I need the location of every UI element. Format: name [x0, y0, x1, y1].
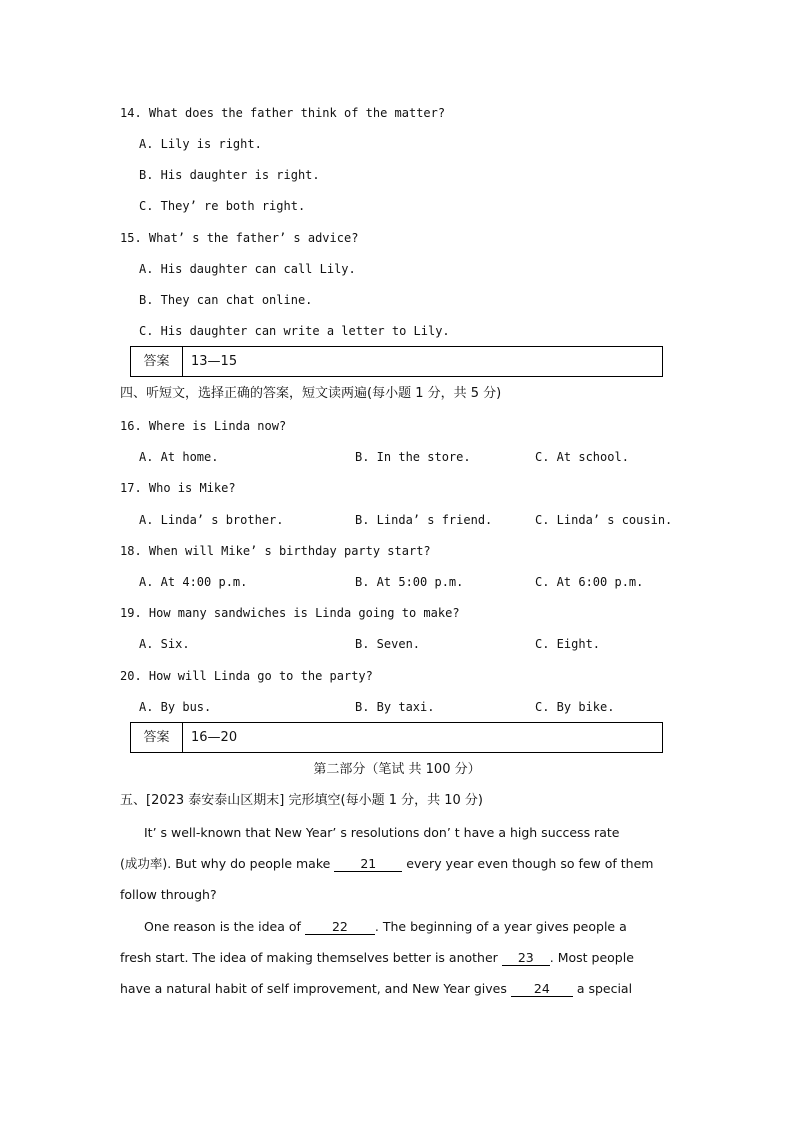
q20-option-b: B. By taxi. [355, 700, 435, 714]
answer-range: 16—20 [191, 730, 238, 745]
section-4-heading: 四、听短文，选择正确的答案，短文读两遍(每小题 1 分，共 5 分) [120, 386, 502, 401]
question-19: 19. How many sandwiches is Linda going to make? [120, 606, 460, 620]
passage-text: have a natural habit of self improvement, and New Year gives [120, 981, 511, 996]
question-20: 20. How will Linda go to the party? [120, 669, 373, 683]
q15-option-a: A. His daughter can call Lily. [139, 262, 356, 276]
passage-text: It’ s well-known that New Year’ s resolutions don’ t have a high success rate [144, 825, 620, 840]
answer-label: 答案 [131, 723, 183, 752]
q18-option-b: B. At 5:00 p.m. [355, 575, 464, 589]
q15-option-b: B. They can chat online. [139, 293, 313, 307]
blank-22[interactable]: 22 [305, 920, 375, 935]
q17-option-b: B. Linda’ s friend. [355, 513, 493, 527]
passage-text: . The beginning of a year gives people a [374, 919, 627, 934]
q19-option-c: C. Eight. [535, 637, 601, 651]
q16-option-b: B. In the store. [355, 450, 471, 464]
question-16: 16. Where is Linda now? [120, 419, 287, 433]
q14-option-a: A. Lily is right. [139, 137, 262, 151]
passage-p2-line1 [120, 919, 674, 935]
question-14: 14. What does the father think of the matter? [120, 106, 446, 120]
passage-p1-line2 [120, 856, 674, 872]
q20-option-a: A. By bus. [139, 700, 212, 714]
q14-option-b: B. His daughter is right. [139, 168, 320, 182]
blank-23[interactable]: 23 [502, 951, 550, 966]
question-18: 18. When will Mike’ s birthday party start? [120, 544, 431, 558]
passage-p1-line3 [120, 887, 674, 903]
passage-text: (成功率). But why do people make [120, 856, 335, 871]
part-2-title: 第二部分（笔试 共 100 分） [313, 762, 481, 777]
q14-option-c: C. They’ re both right. [139, 199, 306, 213]
passage-text: a special [572, 981, 633, 996]
passage-text: every year even though so few of them [402, 856, 654, 871]
q20-option-c: C. By bike. [535, 700, 615, 714]
q17-option-a: A. Linda’ s brother. [139, 513, 284, 527]
passage-text: . Most people [549, 950, 634, 965]
passage-p2-line2 [120, 950, 674, 966]
q16-option-c: C. At school. [535, 450, 629, 464]
section-5-heading: 五、[2023 泰安泰山区期末] 完形填空(每小题 1 分，共 10 分) [120, 793, 483, 808]
blank-24[interactable]: 24 [511, 982, 573, 997]
question-17: 17. Who is Mike? [120, 481, 236, 495]
q15-option-c: C. His daughter can write a letter to Lily. [139, 324, 450, 338]
blank-21[interactable]: 21 [334, 857, 402, 872]
answer-box-13-15 [130, 346, 663, 377]
passage-text: follow through? [120, 887, 217, 902]
answer-range: 13—15 [191, 354, 238, 369]
passage-p1-line1 [120, 825, 674, 841]
passage-text: fresh start. The idea of making themselves better is another [120, 950, 502, 965]
q16-option-a: A. At home. [139, 450, 219, 464]
q18-option-a: A. At 4:00 p.m. [139, 575, 248, 589]
answer-label: 答案 [131, 347, 183, 376]
passage-text: One reason is the idea of [144, 919, 305, 934]
passage-p2-line3 [120, 981, 674, 997]
answer-box-16-20 [130, 722, 663, 753]
q18-option-c: C. At 6:00 p.m. [535, 575, 644, 589]
q19-option-a: A. Six. [139, 637, 190, 651]
q17-option-c: C. Linda’ s cousin. [535, 513, 673, 527]
question-15: 15. What’ s the father’ s advice? [120, 231, 359, 245]
q19-option-b: B. Seven. [355, 637, 421, 651]
